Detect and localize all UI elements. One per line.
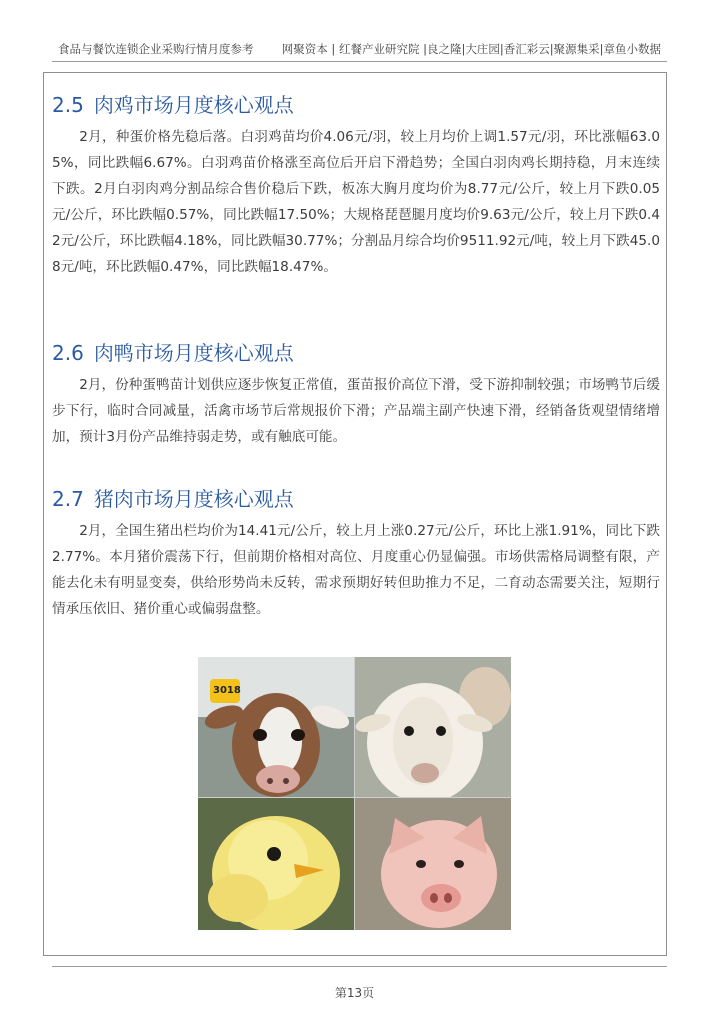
page-header [52,38,667,60]
cow-photo [198,657,354,797]
section-duck-market [52,338,660,450]
section-paragraph: 2月，全国生猪出栏均价为14.41元/公斤，较上月上涨0.27元/公斤，环比上涨1.91%，同比下跌2.77%。本月猪价震荡下行，但前期价格相对高位、月度重心仍显偏强。市场供需格局调整有限，产能去化未有明显变奏，供给形势尚未反转，需求预期好转但助推力不足，二育动态需要关注，短期行情承压依旧、猪价重心或偏弱盘整。 [52,523,660,617]
pig-photo [355,798,511,930]
section-number: 2.6 [52,341,84,365]
section-broiler-market [52,90,660,280]
section-title: 肉鸡市场月度核心观点 [93,93,294,117]
section-heading [52,338,660,368]
section-title: 猪肉市场月度核心观点 [93,487,294,511]
chick-photo [198,798,354,930]
page-number: 第13页 [334,986,375,1000]
sheep-photo [355,657,511,797]
section-number: 2.5 [52,93,84,117]
header-document-title: 食品与餐饮连锁企业采购行情月度参考 [58,42,254,56]
header-publishers: 网聚资本 | 红餐产业研究院 |良之隆|大庄园|香汇彩云|聚源集采|章鱼小数据 [281,42,661,56]
section-title: 肉鸭市场月度核心观点 [93,341,294,365]
section-pork-market [52,484,660,622]
section-heading [52,484,660,514]
section-number: 2.7 [52,487,84,511]
livestock-collage-image [198,657,511,930]
section-paragraph: 2月，种蛋价格先稳后落。白羽鸡苗均价4.06元/羽，较上月均价上调1.57元/羽，环比涨幅63.05%，同比跌幅6.67%。白羽鸡苗价格涨至高位后开启下滑趋势；全国白羽肉鸡长期持稳，月末连续下跌。2月白羽肉鸡分割品综合售价稳后下跌，板冻大胸月度均价为8.77元/公斤，较上月下跌0.05元/公斤，环比跌幅0.57%，同比跌幅17.50%；大规格琵琶腿月度均价9.63元/公斤，较上月下跌0.42元/公斤，环比跌幅4.18%，同比跌幅30.77%；分割品月综合均价9511.92元/吨，较上月下跌45.08元/吨，环比跌幅0.47%，同比跌幅18.47%。 [52,129,660,275]
ear-tag-number: 3018 [213,685,241,696]
section-paragraph: 2月，份种蛋鸭苗计划供应逐步恢复正常值，蛋苗报价高位下滑，受下游抑制较强；市场鸭节后缓步下行，临时合同减量，活禽市场节后常规报价下滑；产品端主副产快速下滑，经销备货观望情绪增加，预计3月份产品维持弱走势，或有触底可能。 [52,377,660,445]
section-heading [52,90,660,120]
footer-divider [52,966,667,967]
header-divider [52,61,667,62]
